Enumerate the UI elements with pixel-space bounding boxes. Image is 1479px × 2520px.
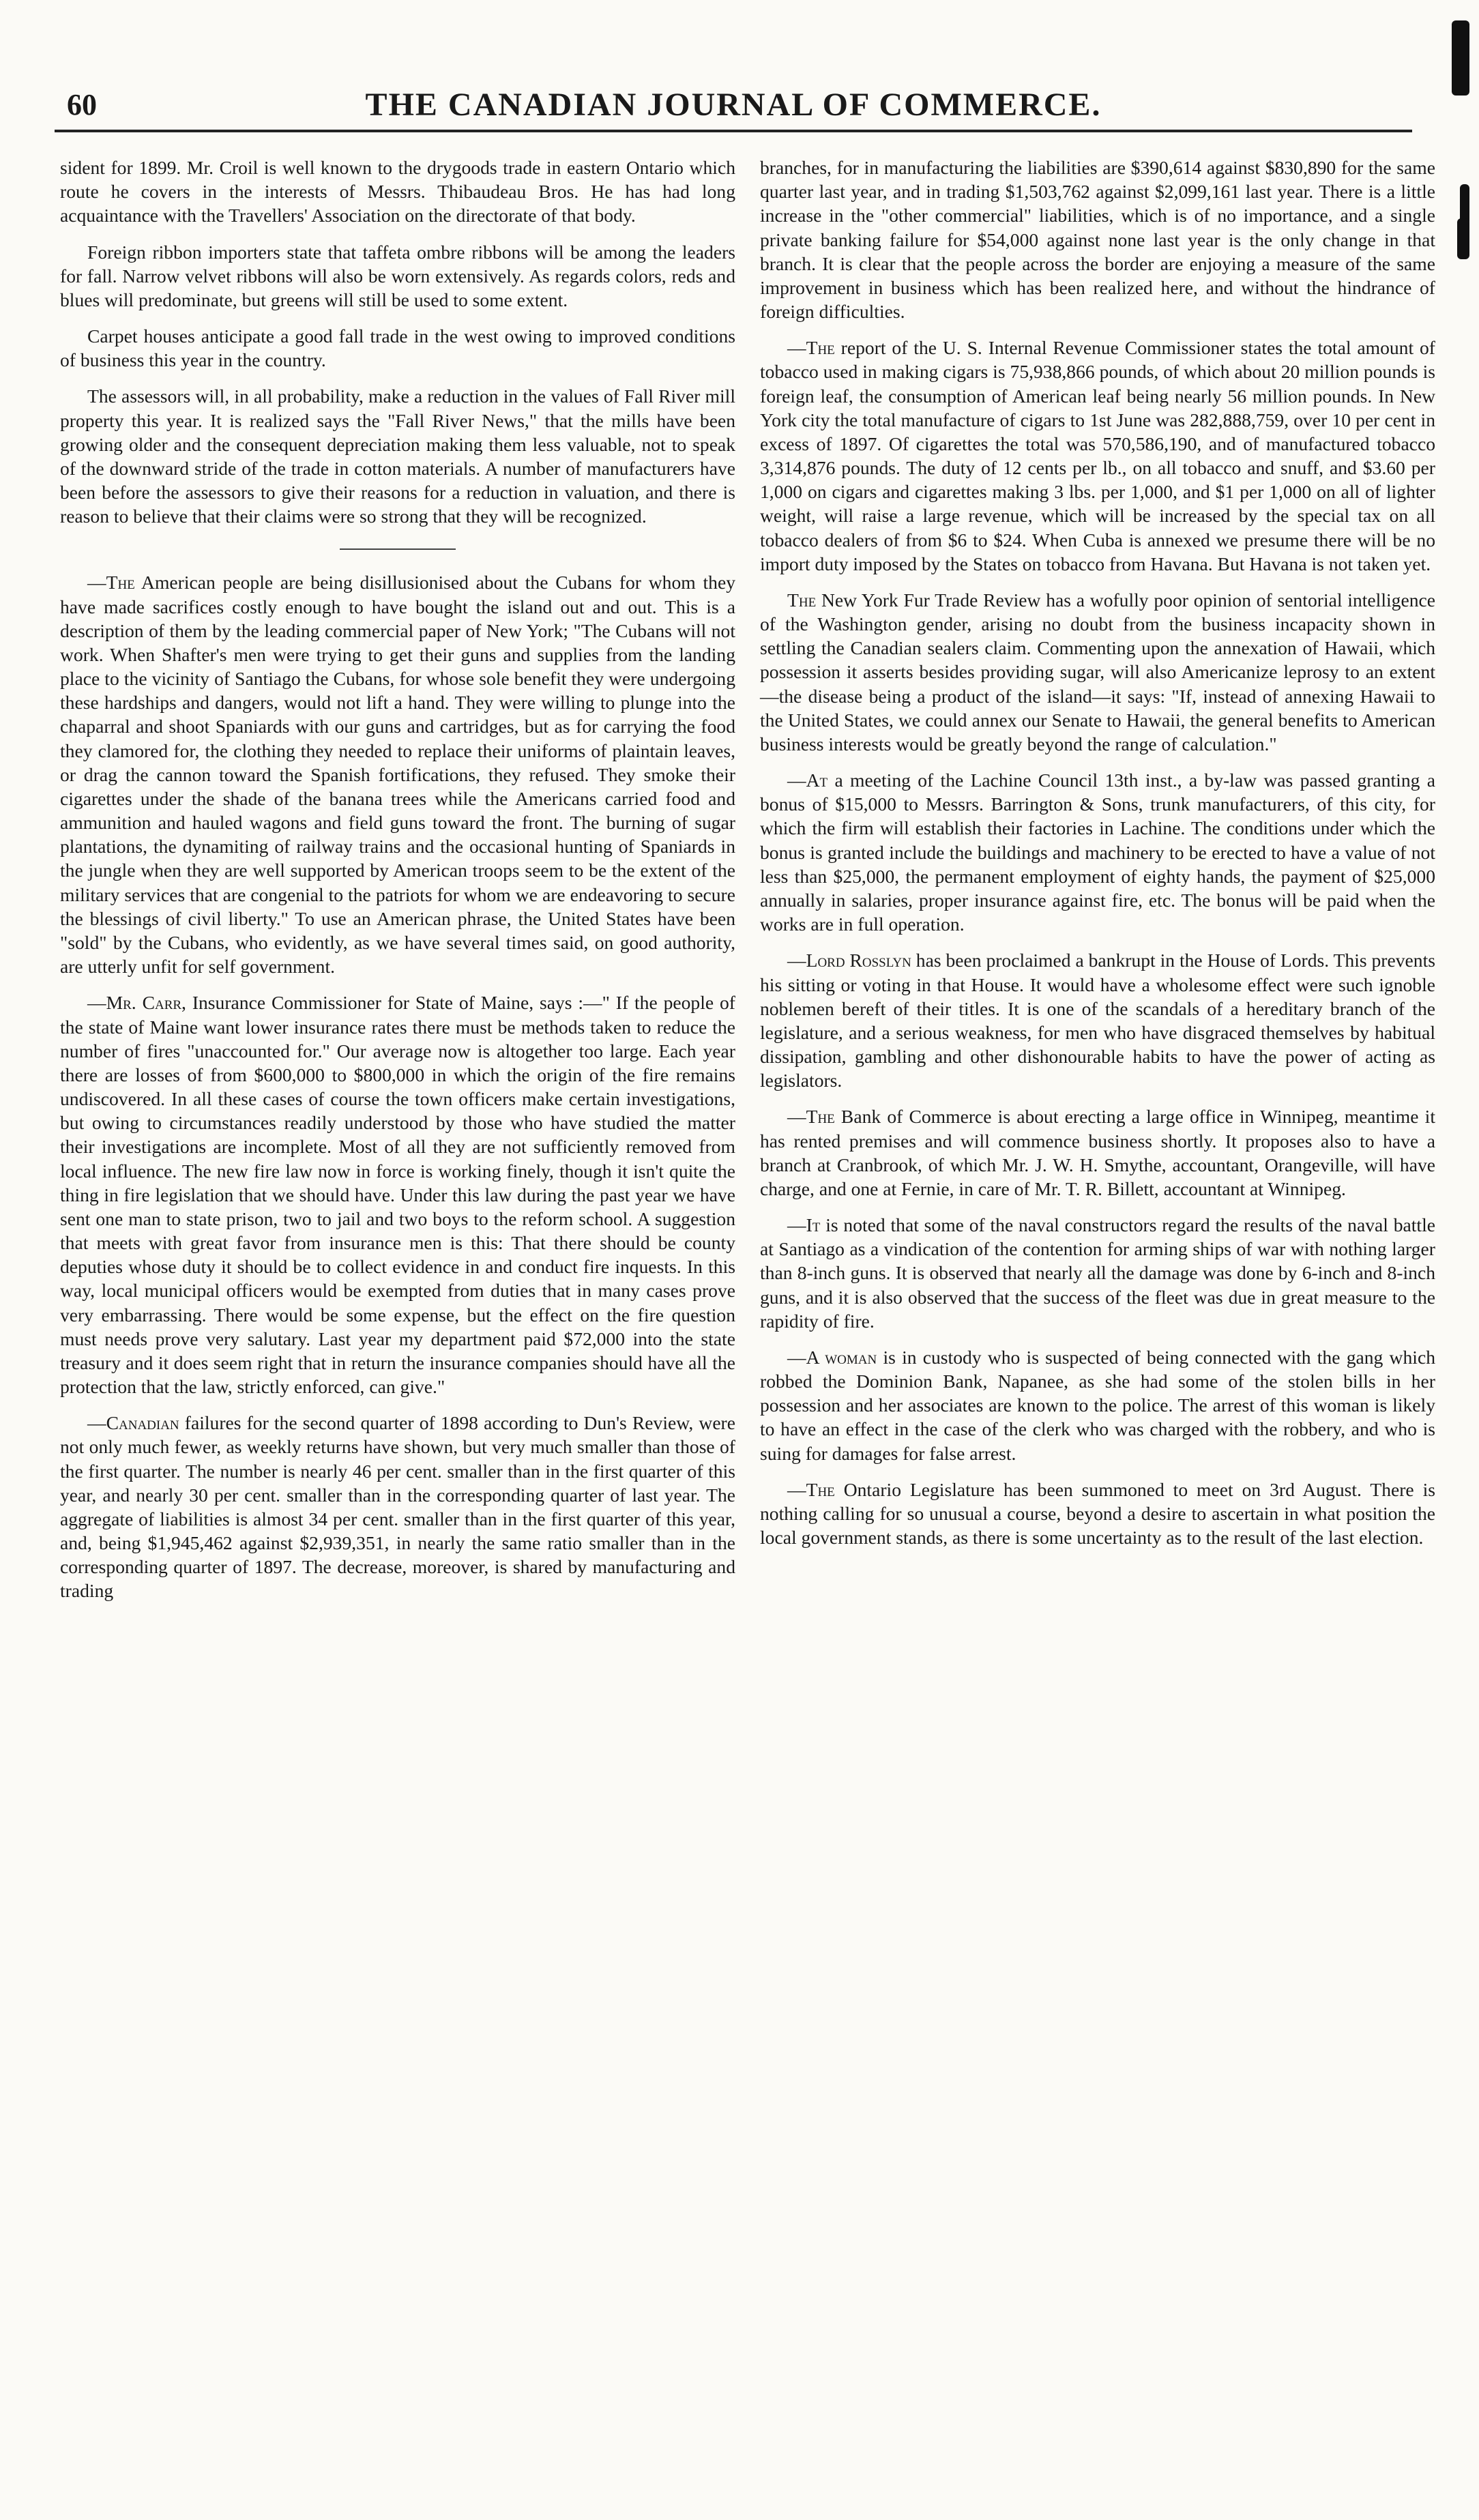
article-paragraph: [60, 570, 735, 978]
article-paragraph: [60, 991, 735, 1398]
article-lead: —Canadian: [87, 1412, 179, 1434]
scan-edge-mark: [1452, 20, 1469, 96]
article-lead: —The: [787, 1478, 835, 1500]
paragraph-text: New York Fur Trade Review has a wofully poor opinion of sentorial intelligence of the Washington gender, arising no doubt from the business incapacity shown in settling the Canadian sealers claim. Commenting upon the annexation of Hawaii, which possession it asserts besides providing sugar, will also Americanize leprosy to an extent—the disease being a product of the island—it says: "If, instead of annexing Hawaii to the United States, we could annex our Senate to Hawaii, the general benefits to American business interests would be greatly beyond the range of calculation.": [760, 589, 1435, 754]
article-lead: —The: [787, 1106, 835, 1128]
article-lead: —It: [787, 1214, 821, 1236]
paragraph-text: has been proclaimed a bankrupt in the House of Lords. This prevents his sitting or voting in that House. It would have a wholesome effect were such ignoble noblemen bereft of their titles. It is one of the scandals of a hereditary branch of the legislature, and a serious weakness, for men who have disgraced themselves by habitual dissipation, gambling and other dishonourable habits to have the power of acting as legislators.: [760, 950, 1435, 1091]
paragraph-text: report of the U. S. Internal Revenue Commissioner states the total amount of tobacco used in making cigars is 75,938,866 pounds, of which about 20 million pounds is foreign leaf, the consumption of American leaf being nearly 56 million pounds. In New York city the total manufacture of cigars to 1st June was 282,888,759, over 10 per cent in excess of 1897. Of cigarettes the total was 570,586,190, and of manufactured tobacco 3,314,876 pounds. The duty of 12 cents per lb., on all tobacco and snuff, and $3.60 per 1,000 on cigars and cigarettes making 3 lbs. per 1,000, and $1 per 1,000 on all of lighter weight, will raise a large revenue, which will be increased by the special tax on all tobacco dealers of from $6 to $24. When Cuba is annexed we presume there will be no import duty imposed by the States on tobacco from Havana. But Havana is not taken yet.: [760, 337, 1435, 574]
article-paragraph: [760, 1478, 1435, 1550]
article-lead: —A woman: [787, 1346, 877, 1368]
paragraph-text: failures for the second quarter of 1898 according to Dun's Review, were not only much fewer, as weekly returns have shown, but very much smaller than those of the first quarter. The number is nearly 46 per cent. smaller than in the first quarter of this year, and nearly 30 per cent. smaller than in the corresponding quarter of last year. The aggregate of liabilities is almost 34 per cent. smaller than in the first quarter of this year, and, being $1,945,462 against $2,939,351, in nearly the same ratio smaller than in the corresponding quarter of 1897. The decrease, moreover, is shared by manufacturing and trading: [60, 1412, 735, 1602]
paragraph: [60, 240, 735, 312]
paragraph: [760, 156, 1435, 323]
paragraph-text: The assessors will, in all probability, make a reduction in the values of Fall River mill property this year. It is realized says the "Fall River News," that the mills have been growing older and the consequent depreciation making them less valuable, not to speak of the downward stride of the trade in cotton materials. A number of manufacturers have been before the assessors to give their reasons for a reduction in valuation, and there is reason to believe that their claims were so strong that they will be recognized.: [60, 385, 735, 527]
article-lead: The: [787, 589, 817, 611]
article-paragraph: [760, 1345, 1435, 1465]
paragraph-text: American people are being disillusionised about the Cubans for whom they have made sacrifices costly enough to have bought the island out and out. This is a description of them by the leading commercial paper of New York; "The Cubans will not work. When Shafter's men were trying to get their guns and supplies from the landing place to the vicinity of Santiago the Cubans, for whose sole benefit they were undergoing these hardships and dangers, would not lift a hand. They were willing to plunge into the chaparral and shoot Spaniards with our guns and cartridges, but as for carrying the food they clamored for, the clothing they needed to replace their uniforms of plaintain leaves, or drag the cannon toward the Spanish fortifications, they refused. They smoke their cigarettes under the shade of the banana trees while the Americans carried food and ammunition and hauled wagons and field guns toward the front. The burning of sugar plantations, the dynamiting of railway trains and the occasional hunting of Spaniards in the jungle when they are well supported by American troops seem to be the extent of the military services that are congenial to the patriots for whom we are endeavoring to secure the blessings of civil liberty." To use an American phrase, the United States have been "sold" by the Cubans, who evidently, as we have several times said, on good authority, are utterly unfit for self government.: [60, 572, 735, 978]
article-lead: —At: [787, 770, 828, 791]
article-lead: —The: [787, 337, 835, 359]
article-paragraph: [760, 336, 1435, 576]
right-column: [760, 156, 1435, 1562]
scan-edge-mark: [1457, 218, 1469, 259]
article-lead: —Mr. Carr,: [87, 992, 186, 1014]
page-number: 60: [67, 88, 97, 121]
article-paragraph: [60, 1411, 735, 1602]
paragraph-text: branches, for in manufacturing the liabilities are $390,614 against $830,890 for the same quarter last year, and in trading $1,503,762 against $2,099,161 last year. There is a little increase in the "other commercial" liabilities, which is of no importance, and a single private banking failure for $54,000 against none last year is the only change in that branch. It is clear that the people across the border are enjoying a measure of the same improvement in business which has been realized here, and without the hindrance of foreign difficulties.: [760, 157, 1435, 323]
paragraph-text: Ontario Legislature has been summoned to meet on 3rd August. There is nothing calling for so unusual a course, beyond a desire to ascertain in what position the local government stands, as there is some uncertainty as to the result of the last election.: [760, 1478, 1435, 1549]
paragraph-text: is in custody who is suspected of being connected with the gang which robbed the Dominion Bank, Napanee, as she had some of the stolen bills in her possession and her associates are known to the police. The arrest of this woman is likely to have an effect in the case of the clerk who was charged with the robbery, and who is suing for damages for false arrest.: [760, 1346, 1435, 1464]
page-header: [55, 82, 1412, 132]
paragraph: [60, 384, 735, 528]
article-paragraph: [760, 768, 1435, 936]
paragraph-text: Insurance Commissioner for State of Maine, says :—" If the people of the state of Maine want lower insurance rates there must be methods taken to reduce the number of fires "unaccounted for." Our average now is altogether too large. Each year there are losses of from $600,000 to $800,000 in which the origin of the fire remains undiscovered. In all these cases of course the town officers make certain investigations, but owing to circumstances readily understood by those who have studied the matter their investigations are incomplete. Most of all they are not sufficiently removed from local influence. The new fire law now in force is working finely, though it isn't quite the thing in fire legislation that we should have. Under this law during the past year we have sent one man to state prison, two to jail and two boys to the reform school. A suggestion that meets with great favor from insurance men is this: That there should be county deputies whose duty it should be to collect evidence in and conduct fire inquests. In this way, local municipal officers would be exempted from duties that in many cases prove very embarrassing. There would be some expense, but the effect on the fire question must needs prove very salutary. Last year my department paid $72,000 into the state treasury and it does seem right that in return the insurance companies should have all the protection that the law, strictly enforced, can give.": [60, 992, 735, 1398]
paragraph-text: sident for 1899. Mr. Croil is well known to the drygoods trade in eastern Ontario which route he covers in the interests of Messrs. Thibaudeau Bros. He has had long acquaintance with the Travellers' Association on the directorate of that body.: [60, 157, 735, 226]
paragraph-text: Foreign ribbon importers state that taffeta ombre ribbons will be among the leaders for fall. Narrow velvet ribbons will also be worn extensively. As regards colors, reds and blues will predominate, but greens will still be used to some extent.: [60, 241, 735, 310]
paragraph: [60, 156, 735, 228]
paragraph-text: is noted that some of the naval constructors regard the results of the naval battle at Santiago as a vindication of the contention for arming ships of war with nothing larger than 8-inch guns. It is observed that nearly all the damage was done by 6-inch and 8-inch guns, and it is also observed that the success of the fleet was due in great measure to the rapidity of fire.: [760, 1214, 1435, 1332]
paragraph-text: a meeting of the Lachine Council 13th inst., a by-law was passed granting a bonus of $15,000 to Messrs. Barrington & Sons, trunk manufacturers, of this city, for which the firm will establish their factories in Lachine. The conditions under which the bonus is granted include the buildings and machinery to be erected to have a value of not less than $25,000, the permanent employment of eighty hands, the payment of $25,000 annually in salaries, proper insurance against fire, etc. The bonus will be paid when the works are in full operation.: [760, 770, 1435, 935]
article-lead: —Lord Rosslyn: [787, 950, 911, 971]
journal-title: THE CANADIAN JOURNAL OF COMMERCE.: [365, 87, 1102, 123]
paragraph: [60, 324, 735, 372]
paragraph-text: Bank of Commerce is about erecting a large office in Winnipeg, meantime it has rented premises and will commence business shortly. It proposes also to have a branch at Cranbrook, of which Mr. J. W. H. Smythe, accountant, Orangeville, will have charge, and one at Fernie, in care of Mr. T. R. Billett, accountant at Winnipeg.: [760, 1106, 1435, 1199]
article-paragraph: [760, 1213, 1435, 1333]
section-divider: [340, 548, 456, 550]
paragraph-text: Carpet houses anticipate a good fall trade in the west owing to improved conditions of business this year in the country.: [60, 325, 735, 371]
article-lead: —The: [87, 572, 135, 594]
left-column: [60, 156, 735, 1615]
article-paragraph: [760, 1104, 1435, 1201]
article-paragraph: [760, 948, 1435, 1092]
article-paragraph: [760, 588, 1435, 756]
